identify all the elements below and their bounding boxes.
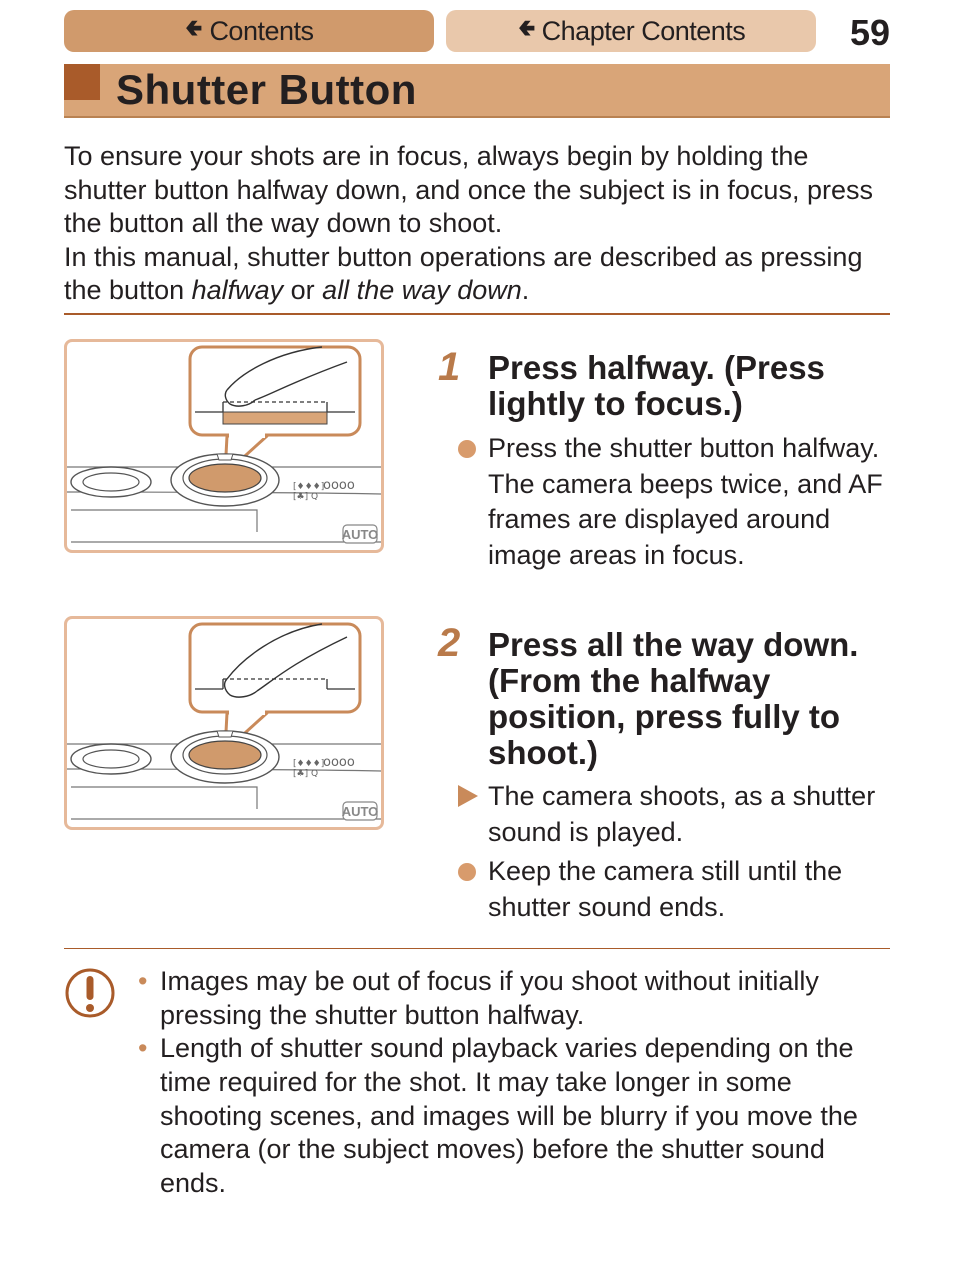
arrow-left-icon: 🢀 [185, 14, 203, 42]
title-marker-gap [100, 64, 104, 100]
caution-note [138, 1032, 898, 1201]
step-2-bullet [458, 854, 898, 925]
svg-text:oooo: oooo [323, 755, 355, 770]
chapter-contents-button[interactable] [446, 10, 816, 52]
bullet-marker [458, 431, 488, 573]
notes-divider [64, 948, 890, 949]
term-all-the-way-down: all the way down [322, 275, 522, 306]
bullet-dot-icon [458, 440, 476, 458]
auto-mode-icon: AUTO [341, 527, 379, 542]
result-triangle-icon [458, 785, 478, 807]
step-1-number: 1 [438, 345, 461, 389]
bullet-text: Keep the camera still until the shutter sound ends. [488, 856, 843, 922]
page-number: 59 [849, 12, 890, 53]
svg-text:[♦♦♦]: [♦♦♦] [293, 759, 325, 769]
chapter-contents-label: Chapter Contents [541, 15, 746, 46]
section-divider [64, 313, 890, 315]
bullet-marker [458, 854, 488, 925]
shutter-halfway-illustration [64, 339, 384, 553]
svg-text:[♦♦♦]: [♦♦♦] [293, 482, 325, 492]
bullet-text: Press the shutter button halfway. The camera beeps twice, and AF frames are displayed around image areas in focus. [488, 433, 883, 570]
note-bullet: • [138, 966, 148, 996]
svg-text:oooo: oooo [323, 478, 355, 493]
intro-paragraph-1: To ensure your shots are in focus, always begin by holding the shutter button halfway down, and once the subject is in focus, press the button all the way down to shoot. [64, 141, 873, 239]
intro-paragraph-2 [64, 241, 894, 308]
bullet-text: The camera shoots, as a shutter sound is played. [488, 781, 876, 847]
bullet-marker [458, 779, 488, 850]
intro-text [64, 140, 894, 308]
note-bullet: • [138, 1033, 148, 1063]
contents-button[interactable] [64, 10, 434, 52]
svg-text:[♣] Q: [♣] Q [293, 492, 319, 502]
intro-text-span: or [283, 275, 323, 306]
caution-icon [64, 967, 116, 1019]
step-2-heading: Press all the way down. (From the halfway position, press fully to shoot.) [488, 626, 859, 771]
note-text: Images may be out of focus if you shoot without initially pressing the shutter button halfway. [160, 966, 819, 1030]
page-title: Shutter Button [116, 66, 417, 113]
bullet-dot-icon [458, 863, 476, 881]
step-1-bullet [458, 431, 898, 573]
note-text: Length of shutter sound playback varies depending on the time required for the shot. It may take longer in some shooting scenes, and images will be blurry if you move the camera (or the subject moves) before the shutter sound ends. [160, 1033, 858, 1199]
arrow-left-icon: 🢀 [517, 14, 535, 42]
step-1-heading: Press halfway. (Press lightly to focus.) [488, 349, 825, 422]
svg-text:[♣] Q: [♣] Q [293, 769, 319, 779]
caution-note [138, 965, 898, 1033]
section-title-bar [64, 64, 890, 118]
shutter-full-press-illustration [64, 616, 384, 830]
camera-top-halfway-image [67, 342, 381, 550]
contents-label: Contents [209, 15, 314, 46]
intro-text-span: . [521, 275, 530, 306]
auto-mode-icon: AUTO [341, 804, 379, 819]
camera-top-fullpress-image [67, 619, 381, 827]
step-2-result [458, 779, 898, 850]
step-2-number: 2 [438, 621, 461, 665]
title-marker [64, 64, 100, 100]
term-halfway: halfway [191, 275, 284, 306]
intro-text-span: In this manual, shutter button operations are described as pressing the button [64, 241, 863, 306]
